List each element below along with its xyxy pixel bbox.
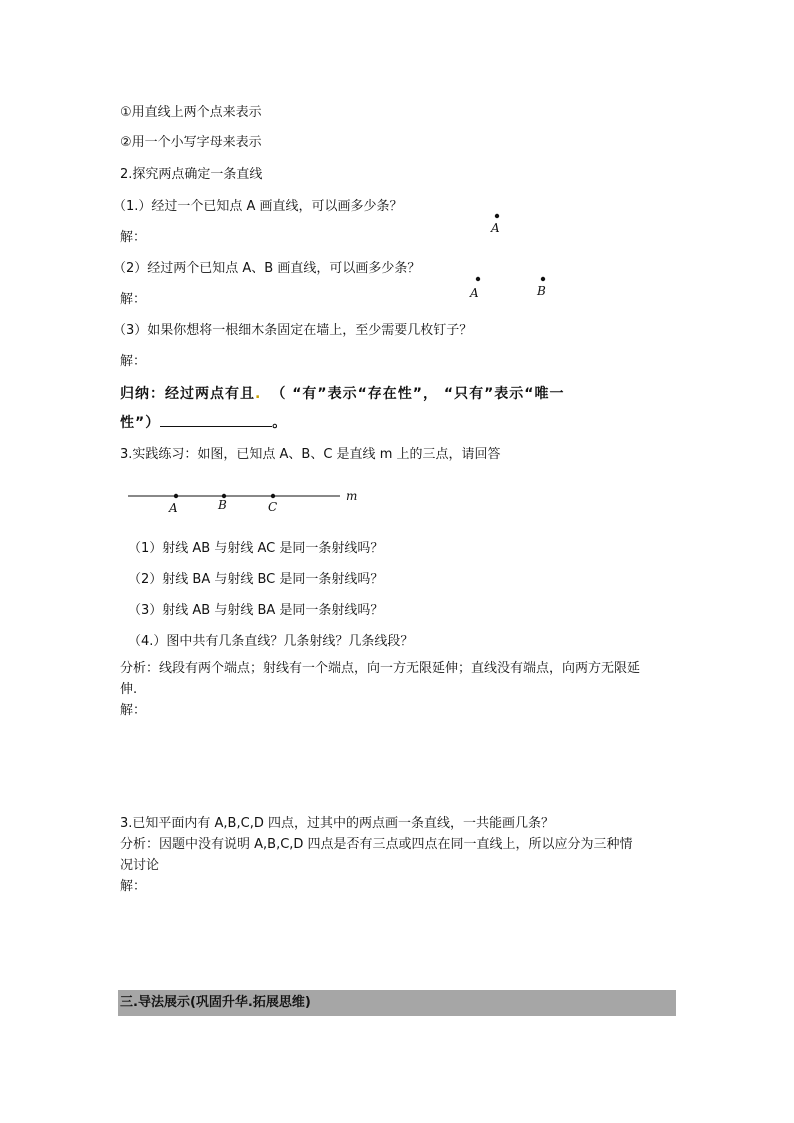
analysis-line: 分析：线段有两个端点；射线有一个端点，向一方无限延伸；直线没有端点，向两方无限延 <box>120 661 641 676</box>
answer-3: 解： <box>120 354 147 369</box>
point-b-label: B <box>537 284 546 298</box>
summary-end: 。 <box>272 415 288 431</box>
analysis-line: 伸. <box>120 682 138 697</box>
question-2: （2）经过两个已知点 A、B 画直线，可以画多少条？ <box>113 261 421 276</box>
summary-dot: . <box>255 386 262 402</box>
practice-question-2: （2）射线 BA 与射线 BC 是同一条射线吗？ <box>128 572 384 587</box>
answer-1: 解： <box>120 230 147 245</box>
analysis-line: 分析：因题中没有说明 A,B,C,D 四点是否有三点或四点在同一直线上，所以应分为三种情 <box>120 837 633 852</box>
point-c-dot <box>271 494 275 498</box>
section-header <box>118 990 676 1016</box>
summary-text: 归纳：经过两点有且 <box>120 386 255 402</box>
question-1: （1.）经过一个已知点 A 画直线，可以画多少条？ <box>113 199 403 214</box>
point-b-label: B <box>218 498 227 512</box>
text-line: ②用一个小写字母来表示 <box>120 135 262 150</box>
practice-question-3: （3）射线 AB 与射线 BA 是同一条射线吗？ <box>128 603 384 618</box>
fill-blank <box>160 414 272 427</box>
practice-question-4: （4.）图中共有几条直线？几条射线？几条线段？ <box>128 634 414 649</box>
answer-2: 解： <box>120 292 147 307</box>
point-a-dot <box>495 214 499 218</box>
text-line: ①用直线上两个点来表示 <box>120 105 262 120</box>
section-title: 三.导法展示(巩固升华.拓展思维) <box>120 995 311 1010</box>
line-m-label: m <box>346 489 358 503</box>
summary-text: （ “有”表示“存在性”， “只有”表示“唯一 <box>271 386 565 402</box>
point-a-dot <box>174 494 178 498</box>
summary-text: 性”） <box>120 415 161 431</box>
practice-heading: 3.实践练习：如图，已知点 A、B、C 是直线 m 上的三点，请回答 <box>120 447 501 462</box>
summary-line-1 <box>120 385 564 403</box>
question-3: （3）如果你想将一根细木条固定在墙上，至少需要几枚钉子？ <box>113 323 473 338</box>
point-a-label: A <box>491 221 500 235</box>
figure-points-ab <box>464 270 564 302</box>
point-a-dot <box>476 277 480 281</box>
summary-line-2 <box>120 414 287 432</box>
analysis-line: 况讨论 <box>120 858 160 873</box>
text-line: 2.探究两点确定一条直线 <box>120 167 263 182</box>
practice-question-1: （1）射线 AB 与射线 AC 是同一条射线吗？ <box>128 541 384 556</box>
point-c-label: C <box>268 500 278 514</box>
figure-line-m <box>126 484 366 518</box>
point-a-label: A <box>169 501 178 515</box>
answer-5: 解： <box>120 879 147 894</box>
answer-4: 解： <box>120 703 147 718</box>
question-5: 3.已知平面内有 A,B,C,D 四点，过其中的两点画一条直线，一共能画几条？ <box>120 816 554 831</box>
point-b-dot <box>541 277 545 281</box>
point-a-label: A <box>470 286 479 300</box>
figure-point-a <box>484 208 514 238</box>
